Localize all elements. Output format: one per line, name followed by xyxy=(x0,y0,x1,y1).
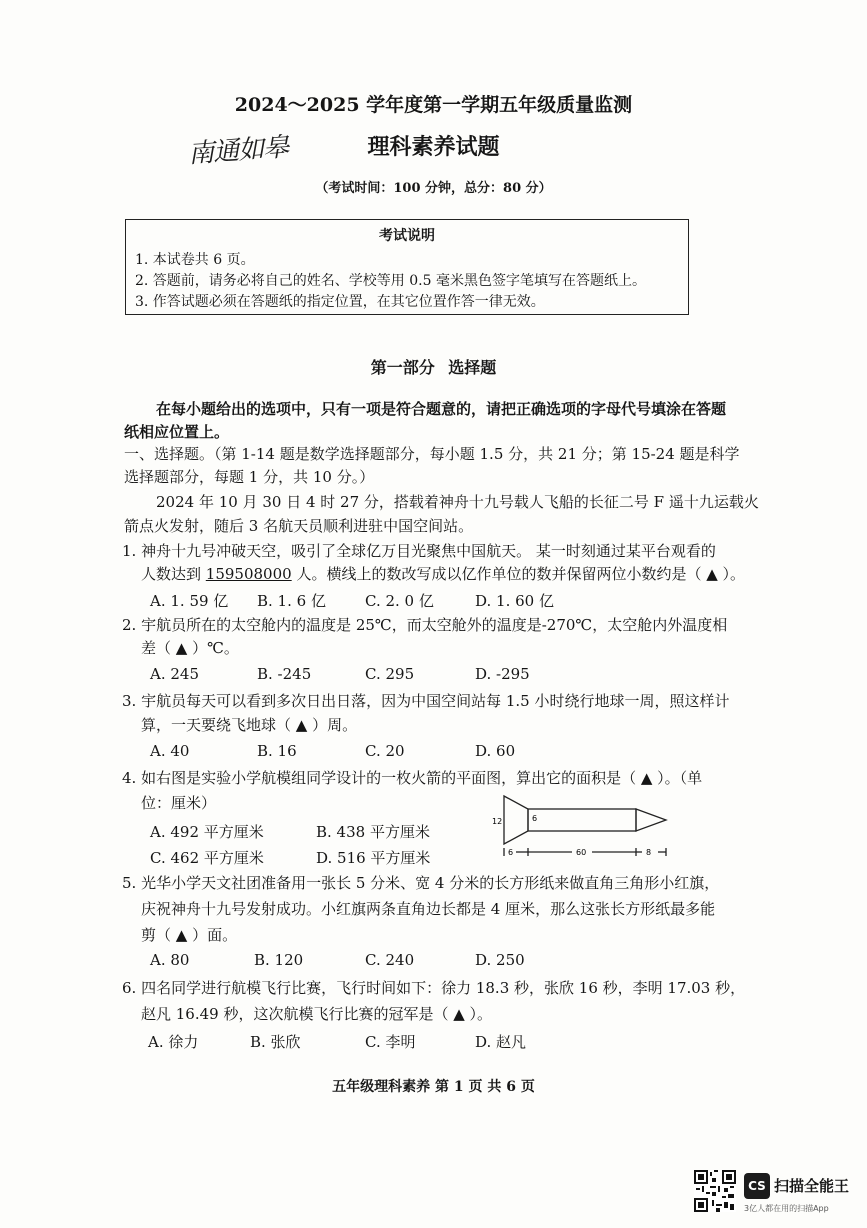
rocket-tail-trapezoid xyxy=(504,796,528,844)
question-4-text: 位：厘米） xyxy=(141,794,217,812)
figure-label-height: 12 xyxy=(492,817,503,826)
question-1-text: 1. 神舟十九号冲破天空，吸引了全球亿万目光聚焦中国航天。 某一时刻通过某平台观看的 xyxy=(122,542,716,560)
option-b: B. 120 xyxy=(254,951,304,969)
option-c: C. 462 平方厘米 xyxy=(150,849,264,867)
exam-notice-box xyxy=(125,219,689,315)
option-c: C. 20 xyxy=(365,742,405,760)
handwritten-region: 南通如皋 xyxy=(187,132,290,170)
option-a: A. 徐力 xyxy=(148,1033,199,1051)
option-d: D. 516 平方厘米 xyxy=(316,849,431,867)
option-b: B. 16 xyxy=(257,742,297,760)
notice-item: 2. 答题前，请务必将自己的姓名、学校等用 0.5 毫米黑色签字笔填写在答题纸上。 xyxy=(135,273,646,289)
section-heading: 一、选择题。（第 1-14 题是数学选择题部分，每小题 1.5 分，共 21 分；第 15-24 题是科学 xyxy=(124,445,740,463)
option-c: C. 李明 xyxy=(365,1033,416,1051)
question-3-text: 3. 宇航员每天可以看到多次日出日落，因为中国空间站每 1.5 小时绕行地球一周，照这样计 xyxy=(122,692,730,710)
context-paragraph: 箭点火发射，随后 3 名航天员顺利进驻中国空间站。 xyxy=(124,517,474,535)
part-title: 第一部分 选择题 xyxy=(370,358,497,377)
scanner-slogan: 3亿人都在用的扫描App xyxy=(744,1204,829,1213)
figure-label-left: 6 xyxy=(508,848,514,857)
option-d: D. 250 xyxy=(475,951,525,969)
option-c: C. 240 xyxy=(365,951,415,969)
option-a: A. 80 xyxy=(150,951,190,969)
qr-code-icon xyxy=(694,1170,736,1212)
scanner-app-name: 扫描全能王 xyxy=(774,1177,850,1195)
question-2-text: 2. 宇航员所在的太空舱内的温度是 25℃，而太空舱外的温度是-270℃，太空舱内外温度相 xyxy=(122,616,728,634)
question-1-text xyxy=(141,563,745,584)
question-5-text: 剪（ ▲ ）面。 xyxy=(141,926,238,944)
rocket-nose-triangle xyxy=(636,809,666,831)
figure-label-body: 6 xyxy=(532,814,538,823)
exam-time-note: （考试时间：100 分钟，总分：80 分） xyxy=(315,181,552,196)
instruction-line: 在每小题给出的选项中，只有一项是符合题意的，请把正确选项的字母代号填涂在答题 xyxy=(156,400,727,418)
option-c: C. 2. 0 亿 xyxy=(365,592,434,610)
scanner-logo: CS xyxy=(744,1173,770,1199)
option-d: D. 1. 60 亿 xyxy=(475,592,554,610)
notice-item: 3. 作答试题必须在答题纸的指定位置，在其它位置作答一律无效。 xyxy=(135,294,545,310)
option-a: A. 1. 59 亿 xyxy=(150,592,229,610)
notice-title: 考试说明 xyxy=(379,228,435,244)
question-5-text: 庆祝神舟十九号发射成功。小红旗两条直角边长都是 4 厘米，那么这张长方形纸最多能 xyxy=(141,900,716,918)
option-d: D. 赵凡 xyxy=(475,1033,527,1051)
option-a: A. 245 xyxy=(150,665,199,683)
figure-label-mid: 60 xyxy=(576,848,587,857)
question-6-text: 6. 四名同学进行航模飞行比赛，飞行时间如下：徐力 18.3 秒，张欣 16 秒，李明 17.03 秒， xyxy=(122,979,746,997)
option-a: A. 40 xyxy=(150,742,190,760)
option-a: A. 492 平方厘米 xyxy=(150,823,264,841)
question-6-text: 赵凡 16.49 秒，这次航模飞行比赛的冠军是（ ▲ ）。 xyxy=(141,1005,493,1023)
question-5-text: 5. 光华小学天文社团准备用一张长 5 分米、宽 4 分米的长方形纸来做直角三角形小红旗， xyxy=(122,874,720,892)
context-paragraph: 2024 年 10 月 30 日 4 时 27 分，搭载着神舟十九号载人飞船的长征二号 F 遥十九运载火 xyxy=(156,493,759,511)
page-footer: 五年级理科素养 第 1 页 共 6 页 xyxy=(332,1079,535,1095)
subject-title: 理科素养试题 xyxy=(367,134,500,160)
figure-label-right: 8 xyxy=(646,848,652,857)
question-1-suffix: 人。横线上的数改写成以亿作单位的数并保留两位小数约是（ ▲ ）。 xyxy=(291,565,746,583)
option-b: B. -245 xyxy=(257,665,312,683)
question-3-text: 算，一天要绕飞地球（ ▲ ）周。 xyxy=(141,716,358,734)
option-d: D. -295 xyxy=(475,665,530,683)
rocket-body-rect xyxy=(528,809,636,831)
rocket-figure xyxy=(490,792,675,862)
question-4-text: 4. 如右图是实验小学航模组同学设计的一枚火箭的平面图，算出它的面积是（ ▲ ）。（单 xyxy=(122,769,703,787)
exam-title-line: 2024～2025 学年度第一学期五年级质量监测 xyxy=(234,94,633,116)
option-d: D. 60 xyxy=(475,742,516,760)
notice-item: 1. 本试卷共 6 页。 xyxy=(135,252,255,268)
section-heading: 选择题部分，每题 1 分，共 10 分。） xyxy=(124,468,375,486)
question-2-text: 差（ ▲ ）℃。 xyxy=(141,639,239,657)
option-b: B. 张欣 xyxy=(250,1033,301,1051)
question-1-prefix: 人数达到 xyxy=(141,565,206,583)
instruction-line: 纸相应位置上。 xyxy=(124,423,230,441)
underlined-number: 159508000 xyxy=(205,565,292,583)
option-c: C. 295 xyxy=(365,665,415,683)
option-b: B. 438 平方厘米 xyxy=(316,823,430,841)
option-b: B. 1. 6 亿 xyxy=(257,592,326,610)
